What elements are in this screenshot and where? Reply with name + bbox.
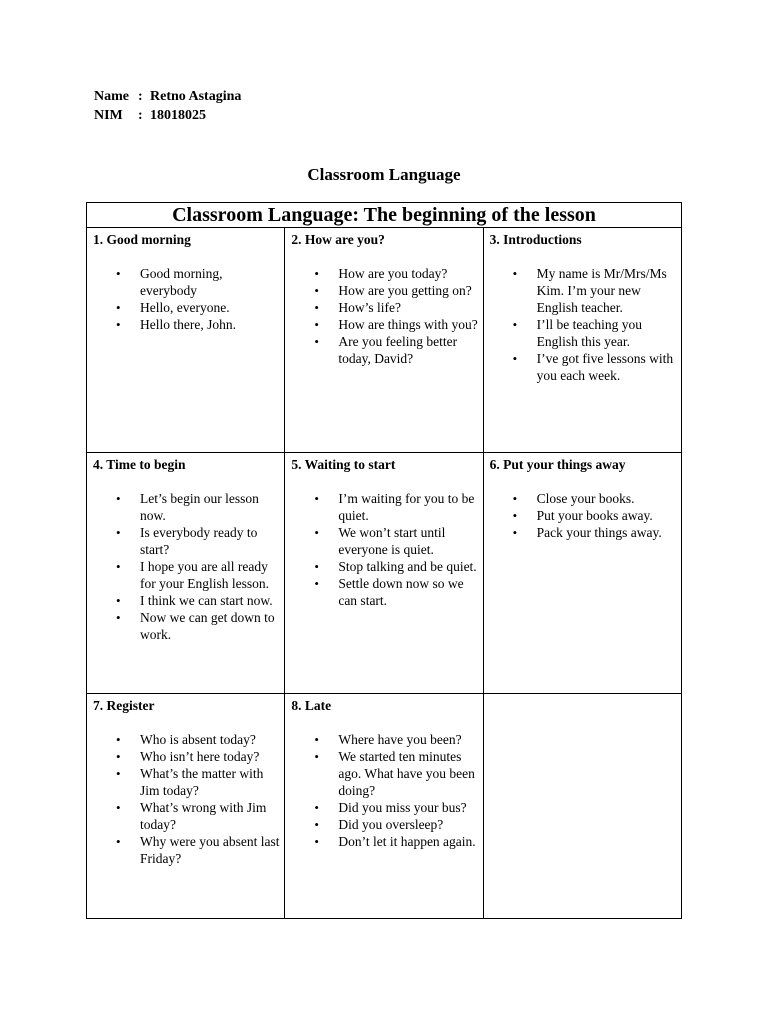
list-item: • Where have you been?: [338, 731, 478, 748]
list-item: • Close your books.: [537, 490, 677, 507]
bullet-list: [484, 265, 681, 384]
name-row: [94, 87, 241, 106]
nim-row: [94, 106, 241, 125]
cell-heading: 1. Good morning: [93, 232, 191, 247]
list-item: • How are you getting on?: [338, 282, 478, 299]
bullet-list: [285, 490, 482, 609]
list-item: • I hope you are all ready for your English lesson.: [140, 558, 280, 592]
list-item: • What’s the matter with Jim today?: [140, 765, 280, 799]
cell-heading: 7. Register: [93, 698, 155, 713]
cell-heading: 4. Time to begin: [93, 457, 186, 472]
nim-separator: :: [138, 108, 143, 123]
list-item: • Hello, everyone.: [140, 299, 280, 316]
list-item: • Who isn’t here today?: [140, 748, 280, 765]
bullet-list: [484, 490, 681, 541]
list-item: • Hello there, John.: [140, 316, 280, 333]
classroom-language-table: [86, 202, 682, 919]
list-item: • Put your books away.: [537, 507, 677, 524]
cell-heading: 8. Late: [291, 698, 332, 713]
list-item: • Pack your things away.: [537, 524, 677, 541]
table-caption: Classroom Language: The beginning of the lesson: [87, 203, 682, 228]
list-item: • I think we can start now.: [140, 592, 280, 609]
table-cell: [483, 453, 681, 694]
list-item: • Are you feeling better today, David?: [338, 333, 478, 367]
list-item: • How’s life?: [338, 299, 478, 316]
list-item: • Did you oversleep?: [338, 816, 478, 833]
table-cell: [285, 228, 483, 453]
name-value: Retno Astagina: [150, 89, 242, 104]
table-cell: [87, 228, 285, 453]
list-item: • My name is Mr/Mrs/Ms Kim. I’m your new English teacher.: [537, 265, 677, 316]
list-item: • Stop talking and be quiet.: [338, 558, 478, 575]
list-item: • How are you today?: [338, 265, 478, 282]
table-cell: [87, 694, 285, 919]
name-separator: :: [138, 89, 143, 104]
list-item: • We started ten minutes ago. What have you been doing?: [338, 748, 478, 799]
list-item: • Now we can get down to work.: [140, 609, 280, 643]
list-item: • I’m waiting for you to be quiet.: [338, 490, 478, 524]
list-item: • Did you miss your bus?: [338, 799, 478, 816]
bullet-list: [87, 490, 284, 643]
table-cell: [483, 694, 681, 919]
list-item: • I’ve got five lessons with you each week.: [537, 350, 677, 384]
nim-value: 18018025: [150, 108, 206, 123]
list-item: • Settle down now so we can start.: [338, 575, 478, 609]
cell-heading: 3. Introductions: [489, 232, 582, 247]
table-cell: [87, 453, 285, 694]
list-item: • We won’t start until everyone is quiet.: [338, 524, 478, 558]
table-cell: [285, 694, 483, 919]
list-item: • Let’s begin our lesson now.: [140, 490, 280, 524]
list-item: • How are things with you?: [338, 316, 478, 333]
student-info: [94, 87, 241, 125]
table-cell: [285, 453, 483, 694]
cell-heading: 5. Waiting to start: [291, 457, 396, 472]
bullet-list: [87, 731, 284, 867]
bullet-list: [87, 265, 284, 333]
nim-label: NIM: [94, 108, 123, 123]
cell-heading: 2. How are you?: [291, 232, 385, 247]
list-item: • Don’t let it happen again.: [338, 833, 478, 850]
bullet-list: [285, 731, 482, 850]
cell-heading: 6. Put your things away: [489, 457, 626, 472]
bullet-list: [285, 265, 482, 367]
list-item: • What’s wrong with Jim today?: [140, 799, 280, 833]
name-label: Name: [94, 89, 129, 104]
list-item: • Is everybody ready to start?: [140, 524, 280, 558]
list-item: • I’ll be teaching you English this year.: [537, 316, 677, 350]
table-cell: [483, 228, 681, 453]
list-item: • Good morning, everybody: [140, 265, 280, 299]
list-item: • Who is absent today?: [140, 731, 280, 748]
document-title: Classroom Language: [307, 165, 461, 184]
list-item: • Why were you absent last Friday?: [140, 833, 280, 867]
